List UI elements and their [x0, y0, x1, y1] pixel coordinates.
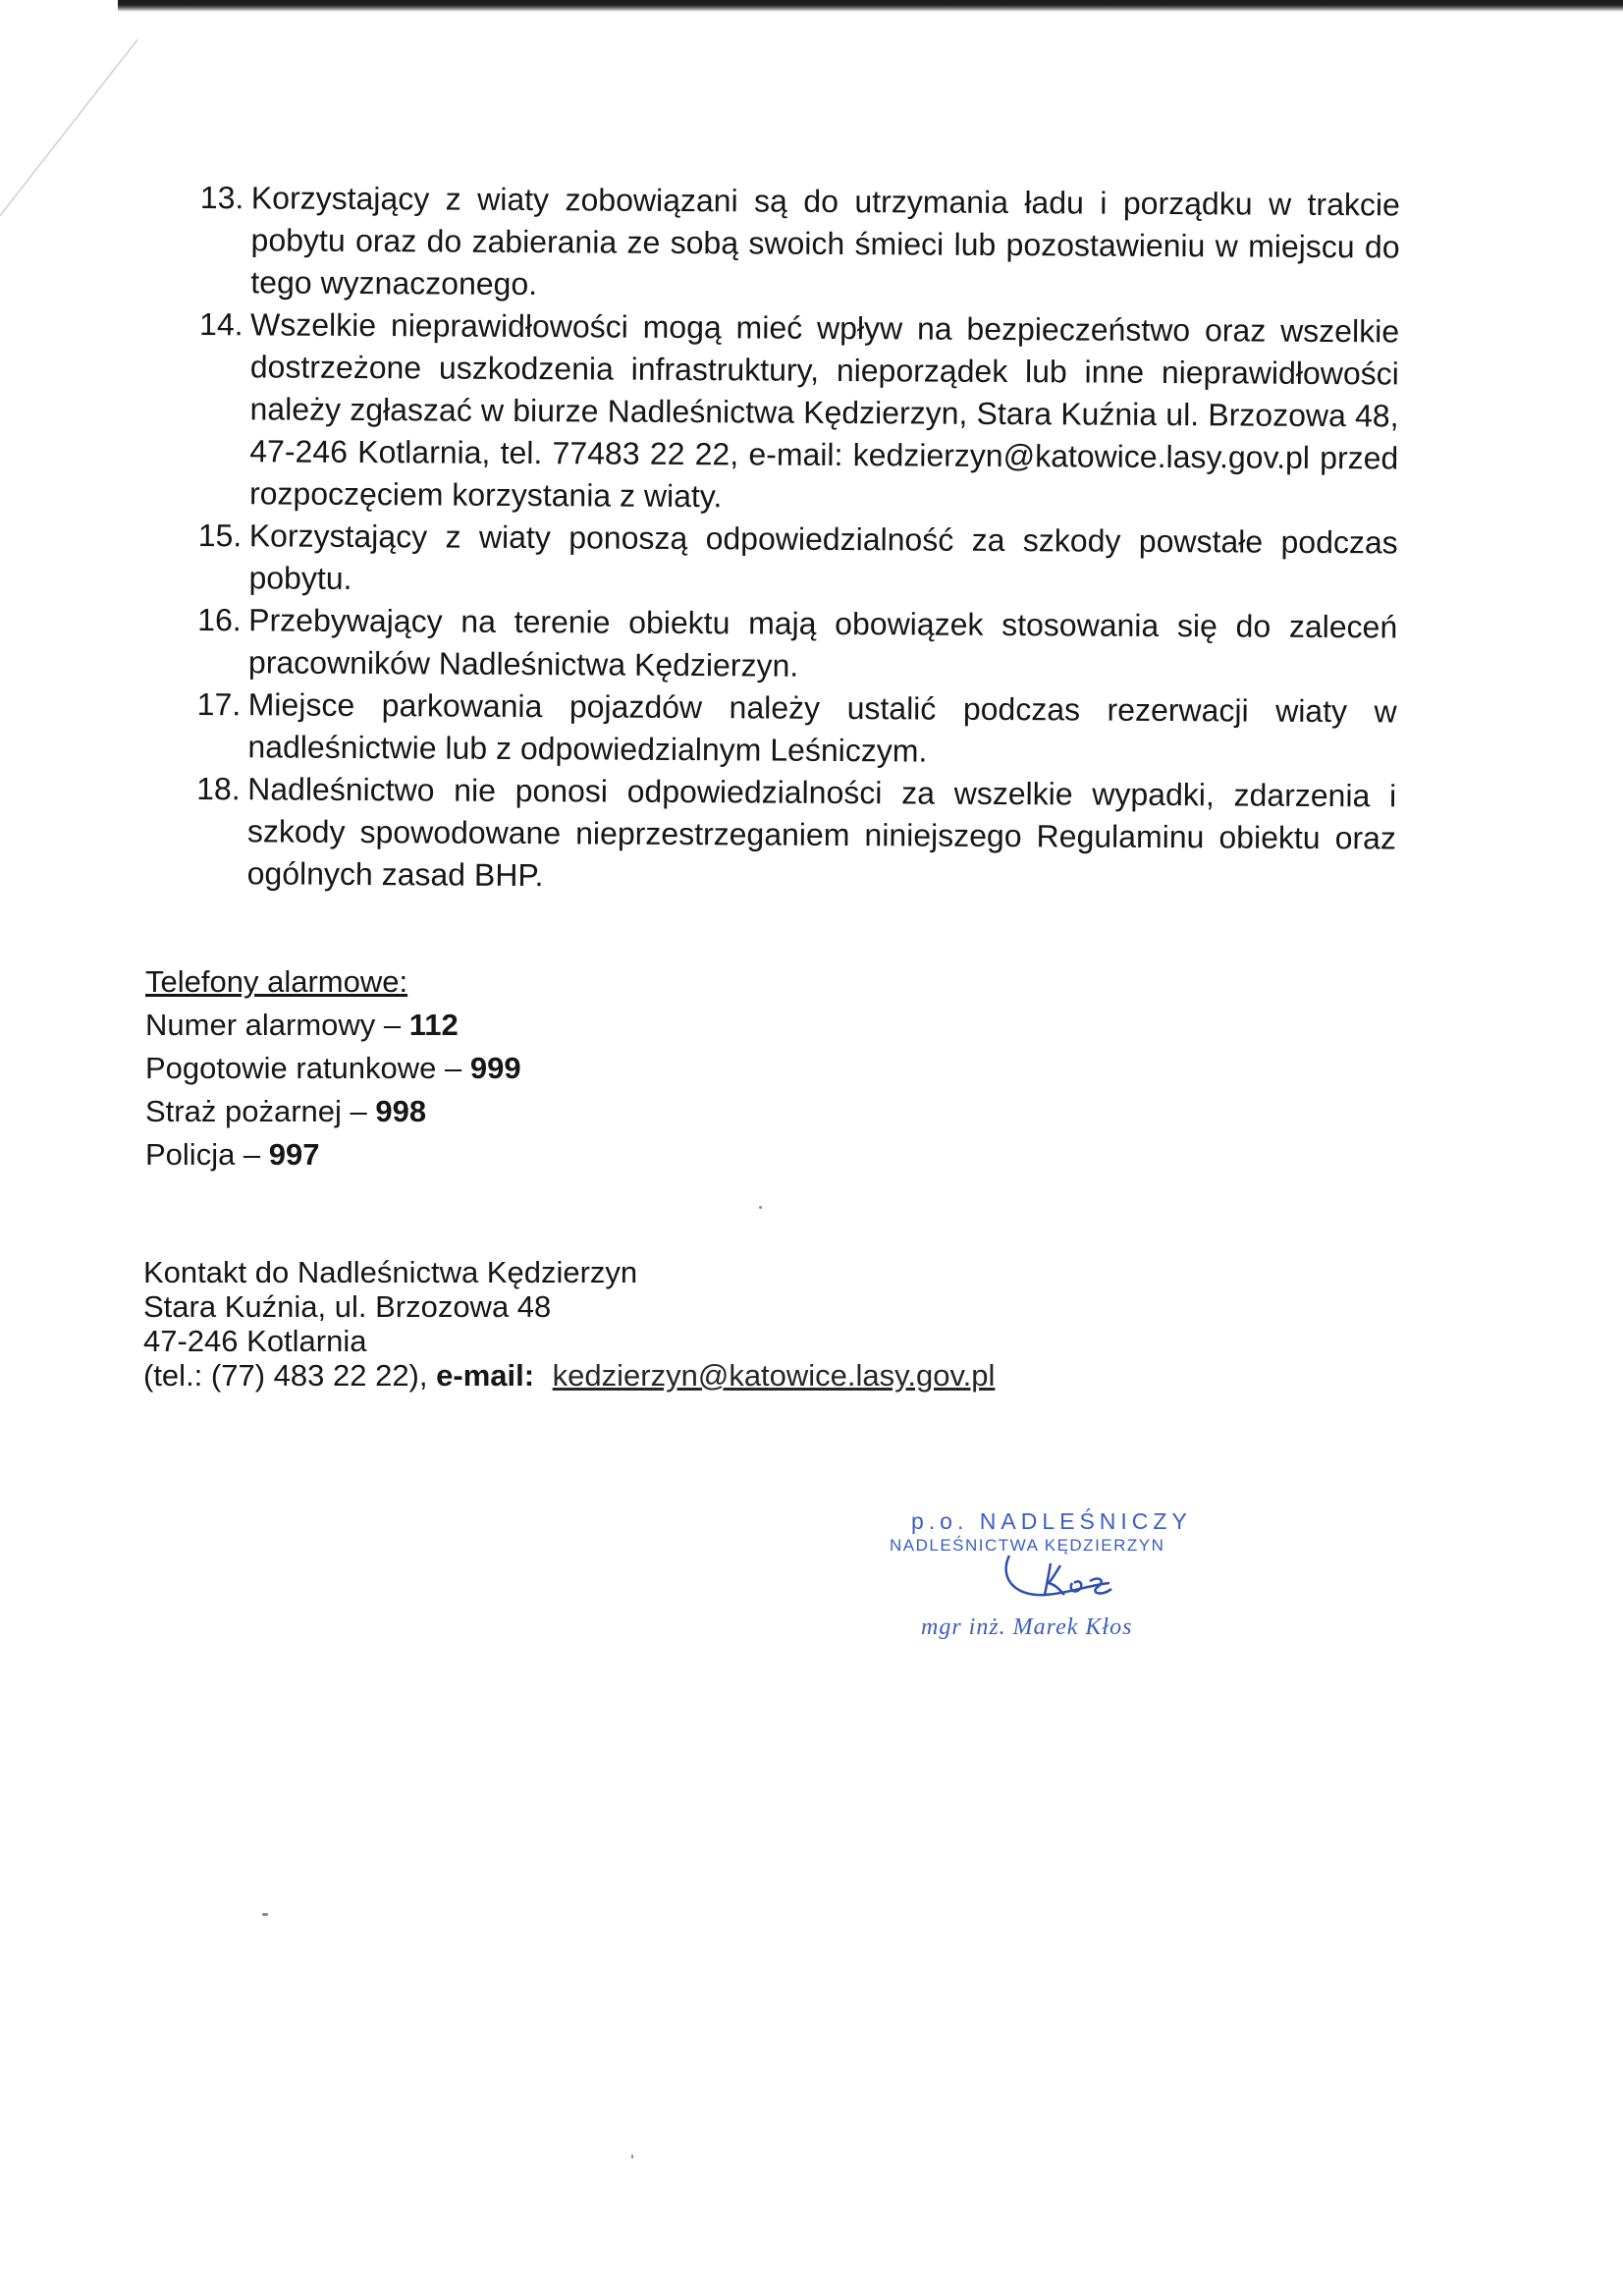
alarm-line-emergency: [145, 1004, 521, 1047]
alarm-line-ambulance: [145, 1047, 521, 1090]
alarm-phones-section: [145, 960, 521, 1176]
rule-text: Wszelkie nieprawidłowości mogą mieć wpływ na bezpieczeństwo oraz wszelkie dostrzeżone uszkodzenia infrastruktury, nieporządek lub inne nieprawidłowości należy zgłaszać w biurze Nadleśnictwa Kędzierzyn, Stara Kuźnia ul. Brzozowa 48, 47-246 Kotlarnia, tel. 77483 22 22, e-mail: kedzierzyn@katowice.lasy.gov.pl przed rozpoczęciem korzystania z wiaty.: [248, 306, 1400, 515]
rule-text: Miejsce parkowania pojazdów należy ustalić podczas rezerwacji wiaty w nadleśnictwie lub z odpowiedzialnym Leśniczym.: [247, 686, 1397, 769]
alarm-number: 112: [408, 1008, 459, 1042]
contact-email-link[interactable]: kedzierzyn@katowice.lasy.gov.pl: [552, 1358, 996, 1393]
alarm-label: Straż pożarnej –: [145, 1094, 376, 1128]
rule-item: [199, 177, 1400, 310]
rule-number: 17.: [196, 685, 242, 723]
alarm-label: Numer alarmowy –: [145, 1008, 409, 1042]
contact-title: Kontakt do Nadleśnictwa Kędzierzyn: [143, 1255, 638, 1289]
rule-text: Przebywający na terenie obiektu mają obowiązek stosowania się do zaleceń pracowników Nadleśnictwa Kędzierzyn.: [247, 602, 1398, 683]
rule-number: 16.: [197, 601, 242, 638]
scan-speck: [631, 2155, 633, 2159]
alarm-line-police: [145, 1133, 521, 1176]
contact-address: Stara Kuźnia, ul. Brzozowa 48: [143, 1289, 552, 1324]
rule-item: [197, 515, 1398, 606]
rule-text: Korzystający z wiaty ponoszą odpowiedzialność za szkody powstałe podczas pobytu.: [248, 518, 1398, 596]
alarm-label: Policja –: [145, 1137, 269, 1172]
stamp-office: NADLEŚNICTWA KĘDZIERZYN: [890, 1536, 1165, 1555]
scan-border-top: [118, 0, 1623, 12]
alarm-number: 998: [375, 1094, 427, 1128]
scan-speck: [262, 1913, 268, 1916]
alarm-line-fire: [145, 1090, 521, 1133]
contact-postal: 47-246 Kotlarnia: [143, 1324, 367, 1358]
rule-item: [196, 768, 1397, 902]
contact-email-label: e-mail:: [436, 1358, 535, 1393]
rule-item: [197, 599, 1398, 690]
official-stamp: [884, 1508, 1257, 1656]
rule-number: 13.: [199, 179, 244, 216]
contact-section: [143, 1255, 995, 1393]
contact-phone-email-line: [143, 1358, 995, 1393]
rule-number: 15.: [197, 517, 243, 554]
handwritten-signature: [992, 1546, 1139, 1616]
rule-text: Nadleśnictwo nie ponosi odpowiedzialności za wszelkie wypadki, zdarzenia i szkody spowodowane nieprzestrzeganiem niniejszego Regulaminu obiektu oraz ogólnych zasad BHP.: [246, 771, 1397, 894]
alarm-number: 997: [268, 1137, 320, 1172]
stamp-title: p.o. NADLEŚNICZY: [911, 1508, 1192, 1534]
scan-speck: [759, 1206, 762, 1209]
rule-number: 14.: [198, 305, 243, 343]
contact-phone: (tel.: (77) 483 22 22),: [143, 1358, 428, 1393]
alarm-number: 999: [469, 1051, 521, 1085]
alarm-phones-heading: Telefony alarmowe:: [145, 964, 408, 999]
rules-list: [196, 177, 1400, 902]
scan-edge-line: [0, 0, 137, 255]
rule-item: [198, 303, 1399, 521]
alarm-label: Pogotowie ratunkowe –: [145, 1051, 470, 1085]
rule-number: 18.: [196, 770, 241, 807]
rule-text: Korzystający z wiaty zobowiązani są do utrzymania ładu i porządku w trakcie pobytu oraz do zabierania ze sobą swoich śmieci lub pozostawieniu w miejscu do tego wyznaczonego.: [250, 180, 1400, 302]
rule-item: [196, 683, 1397, 775]
stamp-name: mgr inż. Marek Kłos: [921, 1614, 1133, 1640]
